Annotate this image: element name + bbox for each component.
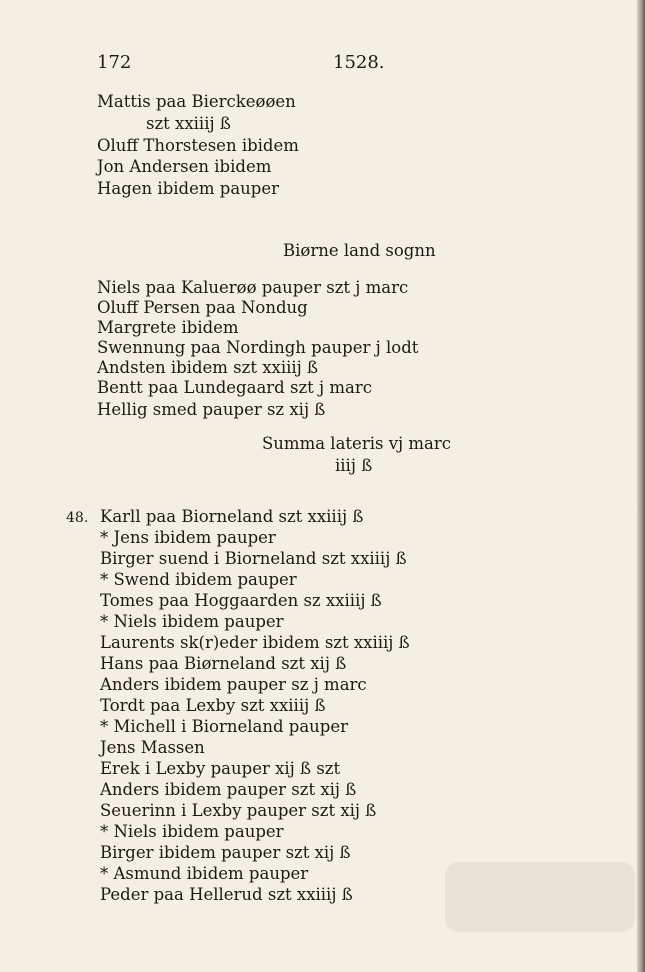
page-year: 1528. xyxy=(333,52,385,73)
text-line: * Swend ibidem pauper xyxy=(100,570,297,589)
parish-heading: Biørne land sognn xyxy=(283,241,436,260)
text-line: szt xxiiij ß xyxy=(146,114,231,133)
text-line: Birger suend i Biorneland szt xxiiij ß xyxy=(100,549,407,568)
text-line: Oluff Thorstesen ibidem xyxy=(97,136,299,155)
text-line: Peder paa Hellerud szt xxiiij ß xyxy=(100,885,353,904)
text-line: Tomes paa Hoggaarden sz xxiiij ß xyxy=(100,591,382,610)
entry-number: 48. xyxy=(66,510,89,526)
text-line: * Michell i Biorneland pauper xyxy=(100,717,349,736)
text-line: * Jens ibidem pauper xyxy=(100,528,276,547)
text-line: Hans paa Biørneland szt xij ß xyxy=(100,654,347,673)
page-number: 172 xyxy=(97,52,132,73)
text-line: Jens Massen xyxy=(100,738,205,757)
paper-stain xyxy=(445,862,635,932)
text-line: Swennung paa Nordingh pauper j lodt xyxy=(97,338,419,357)
summa-line: iiij ß xyxy=(335,456,373,475)
text-line: * Asmund ibidem pauper xyxy=(100,864,309,883)
text-line: Anders ibidem pauper szt xij ß xyxy=(100,780,357,799)
text-line: Bentt paa Lundegaard szt j marc xyxy=(97,378,372,397)
text-line: Hagen ibidem pauper xyxy=(97,179,279,198)
summa-line: Summa lateris vj marc xyxy=(262,434,451,453)
text-line: Seuerinn i Lexby pauper szt xij ß xyxy=(100,801,377,820)
text-line: Tordt paa Lexby szt xxiiij ß xyxy=(100,696,326,715)
text-line: * Niels ibidem pauper xyxy=(100,612,284,631)
text-line: Mattis paa Bierckeøøen xyxy=(97,92,296,111)
text-line: Oluff Persen paa Nondug xyxy=(97,298,308,317)
text-line: Niels paa Kaluerøø pauper szt j marc xyxy=(97,278,409,297)
text-line: Jon Andersen ibidem xyxy=(97,157,272,176)
text-line: Karll paa Biorneland szt xxiiij ß xyxy=(100,507,364,526)
page-edge xyxy=(637,0,645,972)
text-line: Erek i Lexby pauper xij ß szt xyxy=(100,759,341,778)
text-line: Hellig smed pauper sz xij ß xyxy=(97,400,326,419)
text-line: Birger ibidem pauper szt xij ß xyxy=(100,843,351,862)
text-line: Laurents sk(r)eder ibidem szt xxiiij ß xyxy=(100,633,410,652)
text-line: Margrete ibidem xyxy=(97,318,239,337)
text-line: * Niels ibidem pauper xyxy=(100,822,284,841)
text-line: Anders ibidem pauper sz j marc xyxy=(100,675,367,694)
text-line: Andsten ibidem szt xxiiij ß xyxy=(97,358,319,377)
